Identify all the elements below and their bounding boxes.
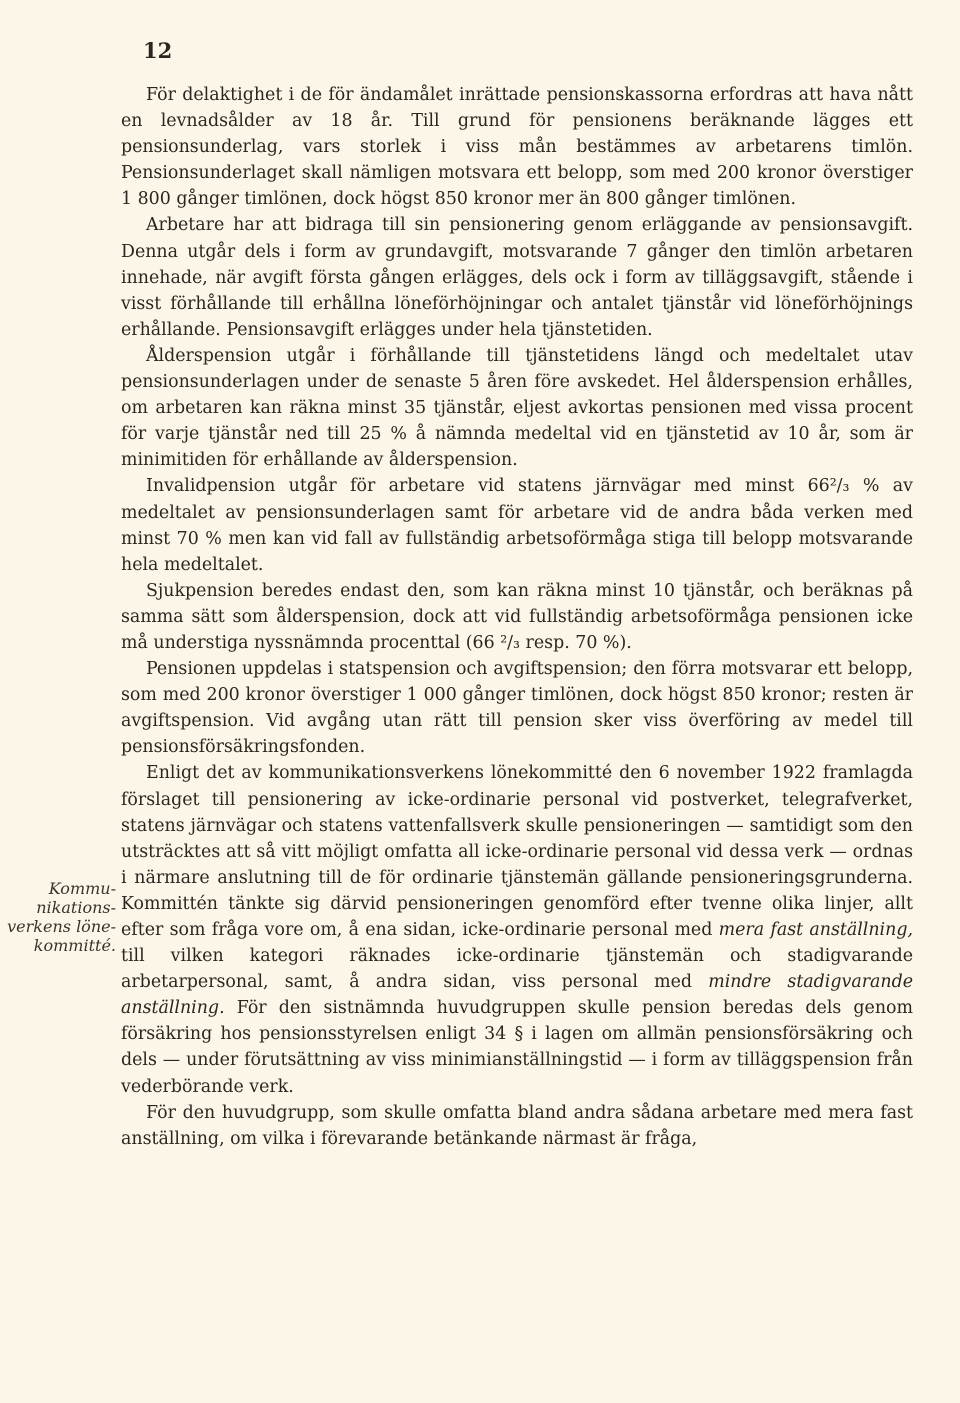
- emphasis-mindre-stadigvarande: mindre stadigvarande anställning.: [121, 972, 913, 1019]
- paragraph-kommitte-proposal: [121, 760, 913, 1099]
- paragraph-sick-pension: Sjukpension beredes endast den, som kan räkna minst 10 tjänstår, och beräknas på samma sätt som ålderspension, dock att vid fullständig arbetsoförmåga pensionen icke må understiga nyssnämnda procenttal (66 ²/₃ resp. 70 %).: [121, 580, 913, 653]
- text-column: [121, 82, 913, 1152]
- page-number: 12: [143, 38, 173, 63]
- emphasis-mera-fast: mera fast anställning,: [718, 920, 913, 940]
- paragraph-invalid-pension: Invalidpension utgår för arbetare vid statens järnvägar med minst 66²/₃ % av medeltalet av pensionsunderlagen samt för arbetare vid de andra båda verken med minst 70 % men kan vid fall av fullständig arbetsoförmåga stiga till belopp motsvarande hela medeltalet.: [121, 476, 913, 575]
- paragraph-old-age-pension: Ålderspension utgår i förhållande till tjänstetidens längd och medeltalet utav pensionsunderlagen under de senaste 5 åren före avskedet. Hel ålderspension erhålles, om arbetaren kan räkna minst 35 tjänstår, eljest avkortas pensionen med vissa procent för varje tjänstår ned till 25 % å nämnda medeltal vid en tjänstetid av 10 år, som är minimitiden för erhållande av ålderspension.: [121, 345, 913, 471]
- margin-note: Kommu-nikations-verkens löne-kommitté.: [7, 879, 116, 955]
- paragraph-last: För den huvudgrupp, som skulle omfatta bland andra sådana arbetare med mera fast anställning, om vilka i förevarande betänkande närmast är fråga,: [121, 1102, 913, 1149]
- paragraph-pension-fee: Arbetare har att bidraga till sin pensionering genom erläggande av pensionsavgift. Denna utgår dels i form av grundavgift, motsvarande 7 gånger den timlön arbetaren innehade, när avgift första gången erlägges, dels ock i form av tilläggsavgift, stående i visst förhållande till erhållna löneförhöjningar och antalet tjänstår vid löneförhöjnings erhållande. Pensionsavgift erlägges under hela tjänstetiden.: [121, 215, 913, 340]
- kommitte-text-3: För den sistnämnda huvudgruppen skulle pension beredas dels genom försäkring hos pensionsstyrelsen enligt 34 § i lagen om allmän pensionsförsäkring och dels — under förutsättning av viss minimianställningstid — i form av tilläggspension från vederbörande verk.: [121, 998, 913, 1097]
- paragraph-pension-split: Pensionen uppdelas i statspension och avgiftspension; den förra motsvarar ett belopp, som med 200 kronor överstiger 1 000 gånger timlönen, dock högst 850 kronor; resten är avgiftspension. Vid avgång utan rätt till pension sker viss överföring av medel till pensionsförsäkringsfonden.: [121, 659, 913, 758]
- kommitte-text-2: till vilken kategori räknades icke-ordinarie tjänstemän och stadigvarande arbetarpersonal, samt, å andra sidan, viss personal med: [121, 946, 913, 993]
- kommitte-text-1: Enligt det av kommunikationsverkens lönekommitté den 6 november 1922 framlagda förslaget till pensionering av icke-ordinarie personal vid postverket, telegrafverket, statens järnvägar och statens vattenfallsverk skulle pensioneringen — samtidigt som den utsträcktes att så vitt möjligt omfatta all icke-ordinarie personal vid dessa verk — ordnas i närmare anslutning till de för ordinarie tjänstemän gällande pensioneringsgrunderna. Kommittén tänkte sig därvid pensioneringen genomförd efter tvenne olika linjer, allt efter som fråga vore om, å ena sidan, icke-ordinarie personal med: [121, 763, 913, 940]
- paragraph-membership: För delaktighet i de för ändamålet inrättade pensionskassorna erfordras att hava nått en levnadsålder av 18 år. Till grund för pensionens beräknande lägges ett pensionsunderlag, vars storlek i viss mån bestämmes av arbetarens timlön. Pensionsunderlaget skall nämligen motsvara ett belopp, som med 200 kronor överstiger 1 800 gånger timlönen, dock högst 850 kronor mer än 800 gånger timlönen.: [121, 85, 913, 210]
